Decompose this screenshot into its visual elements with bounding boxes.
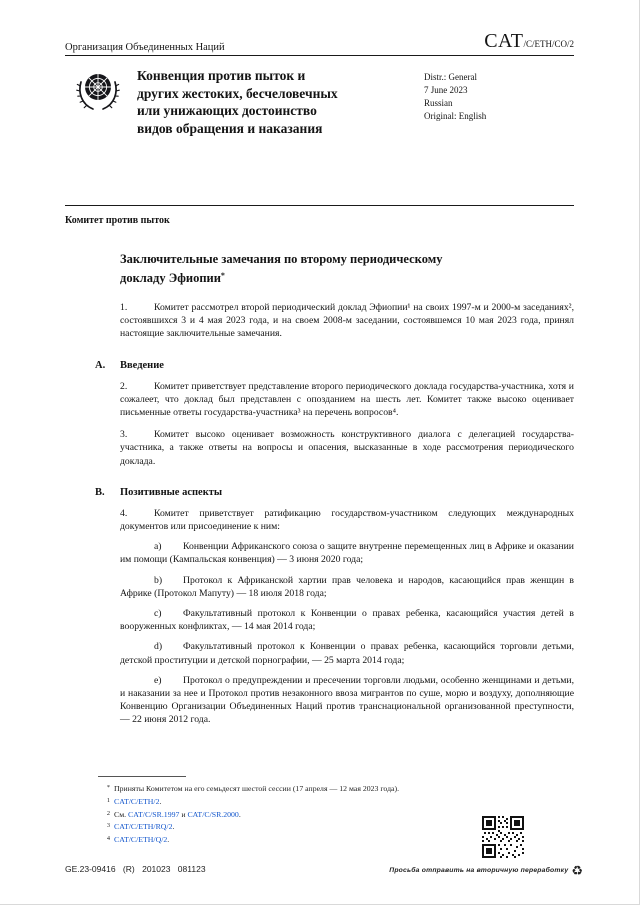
- footnote-star: [98, 782, 538, 795]
- footnote-4-link[interactable]: CAT/C/ETH/Q/2: [114, 835, 168, 845]
- paragraph-number: 4.: [120, 507, 128, 519]
- item-text: Факультативный протокол к Конвенции о правах ребенка, касающийся торговли детьми, детской проституции и детской порнографии, — 25 марта 2014 года;: [120, 641, 574, 666]
- item-letter: d): [154, 641, 163, 653]
- doc-symbol-main: CAT: [484, 30, 524, 52]
- paragraph-number: 1.: [120, 302, 128, 313]
- footnote-text: .: [159, 796, 162, 806]
- paragraph-3: [120, 428, 574, 468]
- footnote-marker: 3: [106, 822, 110, 830]
- recycle-notice: [389, 864, 583, 877]
- list-item-c: [120, 607, 574, 633]
- footnote-marker: 4: [106, 835, 110, 843]
- footnote-3: [98, 820, 538, 833]
- masthead: [65, 67, 574, 137]
- footnote-marker: 2: [106, 809, 110, 817]
- footnote-text: Приняты Комитетом на его семьдесят шестой сессии (17 апреля — 12 мая 2023 года).: [114, 784, 400, 793]
- recycle-text: Просьба отправить на вторичную переработку: [389, 867, 569, 874]
- title-footnote-ref: *: [220, 270, 225, 280]
- list-item-d: [120, 640, 574, 666]
- item-letter: a): [154, 541, 162, 553]
- document-title: [120, 252, 550, 286]
- footnote-text: .: [238, 809, 241, 819]
- committee-name: Комитет против пыток: [65, 215, 170, 226]
- footnote-1-link[interactable]: CAT/C/ETH/2: [114, 796, 160, 806]
- section-title: Введение: [120, 359, 164, 371]
- list-item-e: [120, 674, 574, 727]
- document-header: [65, 30, 574, 56]
- list-item-a: [120, 540, 574, 566]
- footnote-text: и: [179, 809, 188, 819]
- un-emblem-icon: [75, 67, 121, 137]
- footnote-marker: 1: [106, 796, 110, 804]
- footnote-text: .: [172, 822, 175, 832]
- item-letter: b): [154, 574, 163, 586]
- item-text: Конвенции Африканского союза о защите внутренне перемещенных лиц в Африке и оказании им помощи (Кампальская конвенция) — 3 июня 2020 года;: [120, 541, 574, 566]
- doc-symbol: [484, 30, 574, 53]
- footnote-text: .: [167, 835, 170, 845]
- paragraph-text: Комитет приветствует представление второго периодического доклада государства-участника, хотя и сожалеет, что доклад был представлен с опозданием на шесть лет. Комитет также высоко оценивает письменные ответы государства-участника³ на перечень вопросов⁴.: [120, 380, 574, 419]
- footnote-4: [98, 833, 538, 846]
- paragraph-number: 3.: [120, 429, 128, 441]
- paragraph-4: [120, 507, 574, 533]
- header-divider: [65, 205, 574, 206]
- footnote-marker: *: [106, 784, 110, 791]
- treaty-title-line: или унижающих достоинство: [137, 103, 317, 118]
- paragraph-number: 2.: [120, 380, 128, 392]
- section-letter: B.: [95, 486, 105, 498]
- qr-code: [480, 814, 526, 860]
- footnote-3-link[interactable]: CAT/C/ETH/RQ/2: [114, 822, 173, 832]
- doc-symbol-suffix: /C/ETH/CO/2: [523, 39, 574, 49]
- document-code: GE.23-09416 (R) 201023 081123: [65, 864, 206, 874]
- list-item-b: [120, 574, 574, 600]
- paragraph-text: Комитет приветствует ратификацию государством-участником следующих международных документов или присоединение к ним:: [120, 507, 574, 533]
- section-b-heading: [65, 487, 574, 498]
- distr-type: Distr.: General: [424, 72, 477, 82]
- distribution-info: [424, 67, 574, 137]
- recycle-icon: ♻: [571, 863, 583, 878]
- treaty-title-line: видов обращения и наказания: [137, 120, 323, 136]
- document-title-line: Заключительные замечания по второму периодическому: [120, 252, 443, 266]
- item-letter: e): [154, 674, 162, 686]
- paragraph-1: [120, 301, 574, 341]
- item-text: Факультативный протокол к Конвенции о правах ребенка, касающийся участия детей в вооруженных конфликтах, — 14 мая 2014 года;: [120, 608, 574, 633]
- footnote-2-link-1[interactable]: CAT/C/SR.1997: [128, 809, 180, 819]
- paragraph-text: Комитет высоко оценивает возможность конструктивного диалога с делегацией государства-участника, а также ответы на вопросы и опасения, высказанные в ходе рассмотрения периодического доклада.: [120, 429, 574, 467]
- distr-date: 7 June 2023: [424, 85, 468, 95]
- org-name: Организация Объединенных Наций: [65, 42, 225, 53]
- treaty-title: [137, 67, 399, 137]
- treaty-title-line: Конвенция против пыток и: [137, 68, 306, 83]
- footnote-2-link-2[interactable]: CAT/C/SR.2000: [187, 809, 239, 819]
- distr-original: Original: English: [424, 111, 487, 121]
- distr-language: Russian: [424, 98, 453, 108]
- footnote-text: См.: [114, 809, 129, 819]
- section-title: Позитивные аспекты: [120, 486, 223, 498]
- footnote-1: [98, 795, 538, 808]
- footnote-2: [98, 808, 538, 821]
- document-title-line: докладу Эфиопии: [120, 270, 221, 285]
- section-a-heading: [65, 360, 574, 371]
- paragraph-text: Комитет рассмотрел второй периодический доклад Эфиопии¹ на своих 1997-м и 2000-м заседаниях², состоявшихся 3 и 4 мая 2023 года, и на своем 2008-м заседании, состоявшемся 10 мая 2023 года, принял настоящие заключительные замечания.: [120, 302, 574, 340]
- treaty-title-line: других жестоких, бесчеловечных: [137, 85, 338, 101]
- footnote-separator: [98, 776, 186, 777]
- item-text: Протокол к Африканской хартии прав человека и народов, касающийся прав женщин в Африке (Протокол Мапуту) — 18 июля 2018 года;: [120, 574, 574, 599]
- item-text: Протокол о предупреждении и пресечении торговли людьми, особенно женщинами и детьми, и наказании за нее и Протокол против незаконного ввоза мигрантов по суше, морю и воздуху, дополняющие Конвенцию Организации Объединенных Наций против транснациональной организованной преступности, — 22 июня 2012 года.: [120, 674, 574, 726]
- item-letter: c): [154, 608, 162, 620]
- footnotes: [98, 776, 538, 846]
- paragraph-2: [120, 380, 574, 420]
- section-letter: A.: [95, 359, 106, 371]
